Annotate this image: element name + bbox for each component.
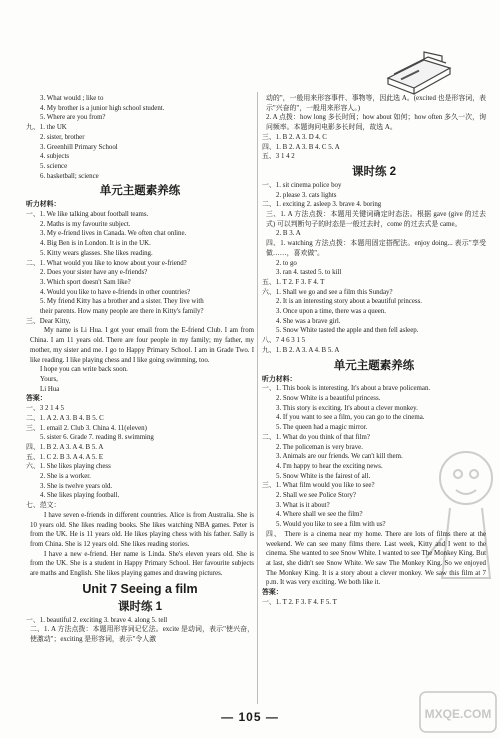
text-line: 2. Shall we see Police Story? (276, 492, 356, 500)
text-line: 4. Would you like to have e-friends in other countries? (40, 288, 191, 296)
text-line: 4. I'm happy to hear the exciting news. (276, 462, 383, 470)
text-line: 四、1. B 2. A 3. B 4. C 5. A (262, 143, 340, 151)
text-line: 九、1. B 2. A 3. A 4. B 5. A (262, 346, 340, 354)
page-number: — 105 — (221, 710, 279, 724)
text-line: 5. The queen had a magic mirror. (276, 424, 368, 432)
text-line: 3. My e-friend lives in Canada. We often chat online. (40, 230, 187, 238)
text-line: 3. What would ; like to (40, 95, 104, 102)
text-paragraph: I have seven e-friends in different countries. Alice is from Australia. She is 10 years old. She likes reading books. She likes watching NBA games. Peter is from the UK. He is 11 years old. He likes playing chess with his father. Sally is from China. She is 12 years old. She likes reading stories. (30, 511, 254, 548)
text-line: 5. Snow White is the fairest of all. (276, 472, 371, 480)
text-line: 3. Once upon a time, there was a queen. (276, 308, 387, 316)
text-line: 三、Dear Kitty, (26, 317, 71, 325)
text-line: 4. She was a brave girl. (276, 317, 341, 325)
text-line: 4. She likes playing football. (40, 492, 120, 500)
text-line: 三、1. What film would you like to see? (262, 482, 375, 490)
text-line: 一、1. beautiful 2. exciting 3. brave 4. along 5. tell (26, 616, 168, 624)
column-divider (257, 92, 258, 704)
text-line: 三、1. email 2. Club 3. China 4. 11(eleven) (26, 424, 147, 432)
text-line: 五、1. C 2. B 3. A 4. A 5. E (26, 453, 103, 461)
section-heading: 课时练 1 (117, 600, 163, 613)
text-line: Yours, (40, 375, 58, 383)
section-heading: 课时练 2 (351, 165, 397, 178)
text-line: 四、1. B 2. A 3. A 4. B 5. A (26, 443, 104, 451)
text-line: 4. subjects (40, 153, 70, 161)
text-paragraph: I have a new e-friend. Her name is Linda. She's eleven years old. She is from the UK. She is a student in Happy Primary School. Her favourite subjects are maths and English. She likes playing games and drawing pictures. (30, 550, 254, 578)
text-line: 5. Would you like to see a film with us? (276, 521, 386, 529)
subsection-label: 听力材料： (262, 375, 297, 383)
text-line: 一、1. This book is interesting. It's about a brave policeman. (262, 385, 431, 393)
text-paragraph: 四、 There is a cinema near my home. There are lots of films there at the weekend. We can see many films there. Last week, Kitty and I went to the cinema. She wanted to see Snow White. I wanted to see The Monkey King. But at last, she didn't see Snow White. We saw The Monkey King. So we enjoyed The Monkey King. It is a story about a clever monkey. We saw this film at 7 p.m. It was very exciting. We both like it. (266, 530, 486, 587)
section-heading: Unit 7 Seeing a film (82, 581, 198, 596)
text-line: 5. science (40, 162, 68, 170)
text-line: 2. It is an interesting story about a beautiful princess. (276, 298, 423, 306)
text-line: 一、1. sit cinema police boy (262, 181, 342, 189)
watermark-text: MXQE.COM (424, 707, 492, 721)
text-line: 一、3 2 1 4 5 (26, 405, 64, 413)
text-line: 五、1. T 2. F 3. F 4. T (262, 278, 325, 286)
right-column (262, 94, 486, 607)
text-line: 3. Which sport doesn't Sam like? (40, 278, 131, 286)
text-line: 4. My brother is a junior high school student. (40, 104, 165, 112)
text-line: 一、1. T 2. F 3. F 4. F 5. T (262, 598, 337, 606)
text-line: 八、7 4 6 3 1 5 (262, 337, 306, 345)
text-line: 五、3 1 4 2 (262, 153, 295, 161)
text-line: 三、1. B 2. A 3. D 4. C (262, 133, 327, 141)
left-column (26, 94, 254, 645)
text-line: 3. This story is exciting. It's about a clever monkey. (276, 404, 418, 412)
text-line: 5. Kitty wears glasses. She likes reading. (40, 249, 153, 257)
text-paragraph: 二、1. A 方法点拨：本题用形容词记忆法。excite 是动词，表示"使兴奋，使激动"；exciting 是形容词，表示"令人激 (30, 626, 254, 644)
watermark-logo (418, 690, 498, 734)
text-line: 5. Snow White tasted the apple and then fell asleep. (276, 327, 419, 335)
text-line: 2. to go (276, 259, 297, 267)
text-line: 4. Where shall we see the film? (276, 511, 363, 519)
text-line: 3. Greenhill Primary School (40, 143, 118, 151)
text-line: 5. sister 6. Grade 7. reading 8. swimming (40, 434, 154, 442)
text-line: 2. Maths is my favourite subject. (40, 220, 131, 228)
text-line: 2. She is a worker. (40, 473, 91, 481)
text-line: 二、1. What do you think of that film? (262, 433, 370, 441)
text-line: 3. Animals are our friends. We can't kill them. (276, 453, 403, 461)
text-line: 一、1. We like talking about football teams. (26, 211, 149, 219)
text-line: 六、1. She likes playing chess (26, 463, 111, 471)
text-paragraph: 四、1. watching 方法点拨：本题用固定搭配法。enjoy doing... 表示"享受做……，喜欢做"。 (266, 240, 486, 257)
text-line: 3. ran 4. tasted 5. to kill (276, 269, 342, 277)
text-line: their parents. How many people are there in Kitty's family? (40, 308, 204, 316)
text-line: 2. The policeman is very brave. (276, 443, 363, 451)
text-paragraph: 三、1. A 方法点拨：本题用关键词确定时态法。根据 gave (give 的过去式) 可以判断句子的时态是一般过去时，come 的过去式是 came。 (266, 211, 486, 228)
text-line: 二、1. A 2. A 3. B 4. B 5. C (26, 414, 104, 422)
text-line: 3. What is it about? (276, 501, 330, 509)
text-line: 2. B 3. A (276, 230, 301, 238)
text-paragraph: 2. A 点拨：how long 多长时间；how about 如何；how often 多久一次，询问频率。本题询问电影多长时间，故选 A。 (266, 114, 486, 132)
text-paragraph: My name is Li Hua. I got your email from the E-friend Club. I am from China. I am 11 years old. There are four people in my family; my father, my mother, my sister and me. I go to Happy Primary School. I am in Grade Two. I like reading. I like playing chess and I like going swimming, too. (30, 327, 254, 364)
text-line: 2. Snow White is a beautiful princess. (276, 394, 381, 402)
text-line: 2. Does your sister have any e-friends? (40, 269, 148, 277)
text-line: 3. She is twelve years old. (40, 482, 113, 490)
text-line: 二、1. exciting 2. asleep 3. brave 4. boring (262, 201, 382, 209)
text-line: I hope you can write back soon. (40, 366, 128, 374)
text-line: Li Hua (40, 385, 60, 393)
text-line: 六、1. Shall we go and see a film this Sunday? (262, 288, 393, 296)
section-heading: 单元主题素养练 (99, 185, 181, 198)
text-paragraph: 动的"，一般用来形容事件、事物等，因此选 A。(excited 也是形容词，表示"兴奋的"，一般用来形容人。) (266, 95, 486, 112)
text-line: 4. Big Ben is in London. It is in the UK. (40, 240, 151, 248)
text-line: 七、范文： (26, 502, 61, 510)
subsection-label: 听力材料： (26, 201, 61, 209)
text-line: 二、1. What would you like to know about your e-friend? (26, 259, 187, 267)
book-stack-icon (380, 44, 460, 96)
text-line: 九、1. the UK (26, 124, 67, 132)
subsection-label: 答案： (262, 589, 283, 597)
text-line: 2. please 3. cats lights (276, 191, 337, 199)
text-line: 4. If you want to see a film, you can go to the cinema. (276, 414, 425, 422)
section-heading: 单元主题素养练 (333, 359, 415, 372)
text-line: 5. Where are you from? (40, 114, 106, 122)
text-line: 5. My friend Kitty has a brother and a sister. They live with (40, 298, 204, 306)
text-line: 2. sister, brother (40, 133, 85, 141)
text-line: 6. basketball; science (40, 172, 99, 180)
subsection-label: 答案： (26, 395, 47, 403)
